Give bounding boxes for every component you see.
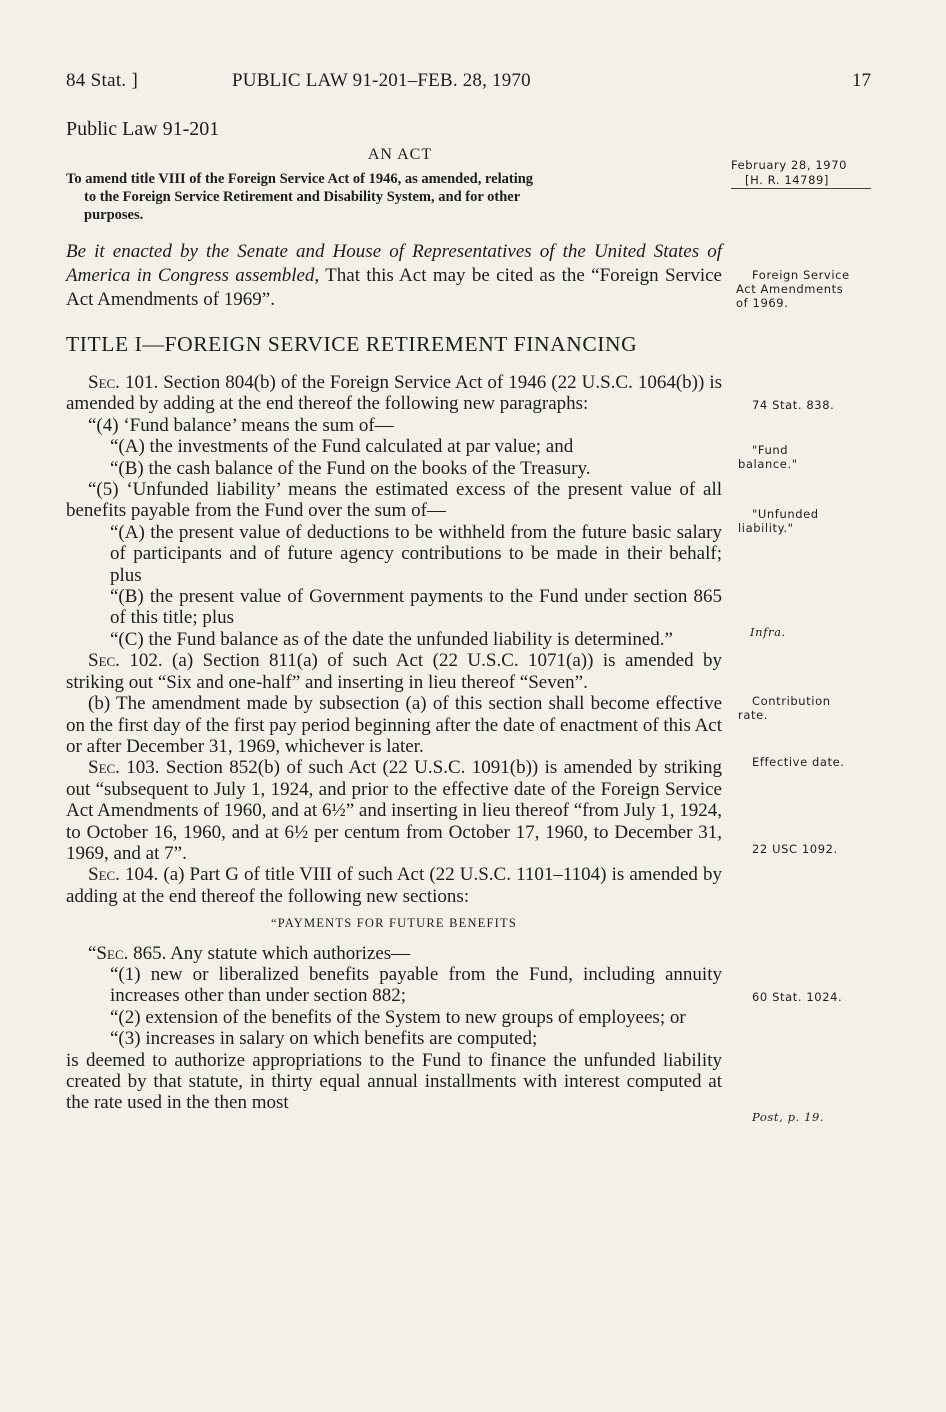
paragraph-5: “(5) ‘Unfunded liability’ means the estimated excess of the present value of all benefits payable from the Fund over the sum of— <box>66 479 722 522</box>
margin-74-stat-838: 74 Stat. 838. <box>752 398 835 412</box>
enacting-clause <box>66 240 722 312</box>
statute-body <box>66 372 722 1114</box>
header-running-title: PUBLIC LAW 91-201–FEB. 28, 1970 <box>232 70 531 91</box>
margin-short-title: Foreign Service Act Amendments of 1969. <box>736 268 850 310</box>
margin-contribution-rate: Contribution rate. <box>738 694 831 722</box>
section-103: Sec. 103. Section 852(b) of such Act (22 U.S.C. 1091(b)) is amended by striking out “subsequent to July 1, 1924, and prior to the effective date of the Foreign Service Act Amendments of 1960, and at 6½” and inserting in lieu thereof “from July 1, 1924, to October 16, 1960, and at 6½ per centum from October 17, 1960, to December 31, 1969, and at 7”. <box>66 757 723 864</box>
purpose-line-1: To amend title VIII of the Foreign Service Act of 1946, as amended, relating <box>66 171 534 187</box>
title-heading: TITLE I—FOREIGN SERVICE RETIREMENT FINANCING <box>66 332 638 356</box>
paragraph-4: “(4) ‘Fund balance’ means the sum of— <box>88 414 394 436</box>
item-3: “(3) increases in salary on which benefits are computed; <box>110 1028 538 1050</box>
public-law-title: Public Law 91-201 <box>66 118 220 140</box>
margin-effective-date: Effective date. <box>752 755 845 769</box>
margin-fund-balance: "Fund balance." <box>738 443 798 471</box>
closing-paragraph: is deemed to authorize appropriations to the Fund to finance the unfunded liability created by that statute, in thirty equal annual installments with interest computed at the rate used in the then most <box>66 1049 722 1114</box>
act-label: AN ACT <box>367 146 433 163</box>
section-104: Sec. 104. (a) Part G of title VIII of such Act (22 U.S.C. 1101–1104) is amended by adding at the end thereof the following new sections: <box>66 864 722 907</box>
enacting-italic: Be it enacted by the Senate and House of Representatives of the United States of America in Congress assembled, <box>66 241 722 286</box>
section-865: “Sec. 865. Any statute which authorizes— <box>88 942 411 964</box>
page-number: 17 <box>852 70 871 91</box>
subheading-future-benefits: “PAYMENTS FOR FUTURE BENEFITS <box>270 916 518 931</box>
margin-enactment-date <box>731 158 871 189</box>
paragraph-5a: “(A) the present value of deductions to be withheld from the future basic salary of participants and of future agency contributions to be made in their behalf; plus <box>110 521 722 586</box>
act-purpose <box>66 170 722 224</box>
paragraph-5c: “(C) the Fund balance as of the date the unfunded liability is determined.” <box>110 628 673 650</box>
section-102: Sec. 102. (a) Section 811(a) of such Act (22 U.S.C. 1071(a)) is amended by striking out “Six and one-half” and inserting in lieu thereof “Seven”. <box>66 650 723 693</box>
section-102b: (b) The amendment made by subsection (a) of this section shall become effective on the first day of the first pay period beginning after the date of enactment of this Act or after December 31, 1969, whichever is later. <box>66 693 722 757</box>
purpose-line-3: purposes. <box>84 207 144 223</box>
margin-post-p19: Post, p. 19. <box>752 1110 825 1124</box>
item-1: “(1) new or liberalized benefits payable from the Fund, including annuity increases other than under section 882; <box>110 963 722 1007</box>
header-stat-reference: 84 Stat. ] <box>66 70 139 91</box>
margin-22-usc-1092: 22 USC 1092. <box>752 842 838 856</box>
paragraph-4a: “(A) the investments of the Fund calculated at par value; and <box>110 436 574 458</box>
margin-infra: Infra. <box>750 625 786 639</box>
enacting-rest: That this Act may be cited as the “Foreign Service Act Amendments of 1969”. <box>66 265 722 310</box>
paragraph-4b: “(B) the cash balance of the Fund on the books of the Treasury. <box>110 457 591 479</box>
paragraph-5b: “(B) the present value of Government payments to the Fund under section 865 of this title; plus <box>110 586 722 629</box>
margin-unfunded-liability: "Unfunded liability." <box>738 507 819 535</box>
margin-60-stat-1024: 60 Stat. 1024. <box>752 990 843 1004</box>
item-2: “(2) extension of the benefits of the System to new groups of employees; or <box>110 1006 686 1028</box>
margin-date: February 28, 1970 <box>731 158 848 172</box>
purpose-line-2: to the Foreign Service Retirement and Disability System, and for other <box>84 189 521 205</box>
margin-bill-number: [H. R. 14789] <box>731 173 871 189</box>
section-101: Sec. 101. Section 804(b) of the Foreign Service Act of 1946 (22 U.S.C. 1064(b)) is amended by adding at the end thereof the following new paragraphs: <box>66 372 723 415</box>
